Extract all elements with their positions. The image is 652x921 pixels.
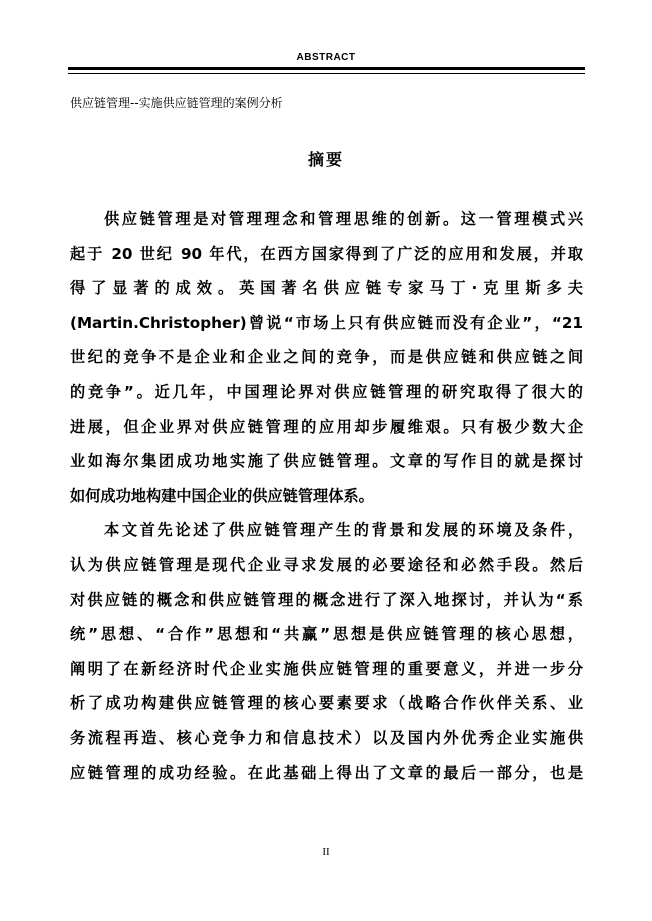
abstract-body: [70, 206, 583, 794]
paragraph-line: 统”思想、“合作”思想和“共赢”思想是供应链管理的核心思想，: [70, 625, 583, 644]
paragraph-line: 对供应链的概念和供应链管理的概念进行了深入地探讨，并认为“系: [70, 590, 583, 609]
header-rule-thin: [68, 73, 585, 74]
running-header: ABSTRACT: [296, 52, 356, 63]
paragraph-line: 本文首先论述了供应链管理产生的背景和发展的环境及条件，: [104, 521, 583, 540]
paragraph-line: 业如海尔集团成功地实施了供应链管理。文章的写作目的就是探讨: [70, 452, 583, 471]
paragraph-line: 进展，但企业界对供应链管理的应用却步履维艰。只有极少数大企: [70, 417, 583, 436]
paragraph-line: 得了显著的成效。英国著名供应链专家马丁·克里斯多夫: [70, 279, 583, 298]
paragraph-line: (Martin.Christopher)曾说“市场上只有供应链而没有企业”，“21: [70, 313, 583, 332]
paragraph-line: 起于 20 世纪 90 年代，在西方国家得到了广泛的应用和发展，并取: [70, 244, 583, 263]
paragraph-line: 析了成功构建供应链管理的核心要素要求（战略合作伙伴关系、业: [70, 694, 583, 713]
document-subtitle: 供应链管理--实施供应链管理的案例分析: [70, 96, 283, 110]
paragraph-line: 如何成功地构建中国企业的供应链管理体系。: [70, 486, 374, 505]
paragraph-line: 阐明了在新经济时代企业实施供应链管理的重要意义，并进一步分: [70, 659, 583, 678]
page-number: II: [322, 846, 330, 858]
paragraph-line: 的竞争”。近几年，中国理论界对供应链管理的研究取得了很大的: [70, 382, 583, 401]
paragraph-line: 供应链管理是对管理理念和管理思维的创新。这一管理模式兴: [104, 210, 583, 228]
paragraph-line: 世纪的竞争不是企业和企业之间的竞争，而是供应链和供应链之间: [70, 348, 583, 367]
paragraph-line: 应链管理的成功经验。在此基础上得出了文章的最后一部分，也是: [70, 763, 583, 782]
header-rule-thick: [68, 67, 585, 70]
paragraph-line: 认为供应链管理是现代企业寻求发展的必要途径和必然手段。然后: [70, 555, 583, 574]
section-title: 摘要: [307, 150, 344, 169]
paragraph-line: 务流程再造、核心竞争力和信息技术）以及国内外优秀企业实施供: [70, 728, 583, 747]
